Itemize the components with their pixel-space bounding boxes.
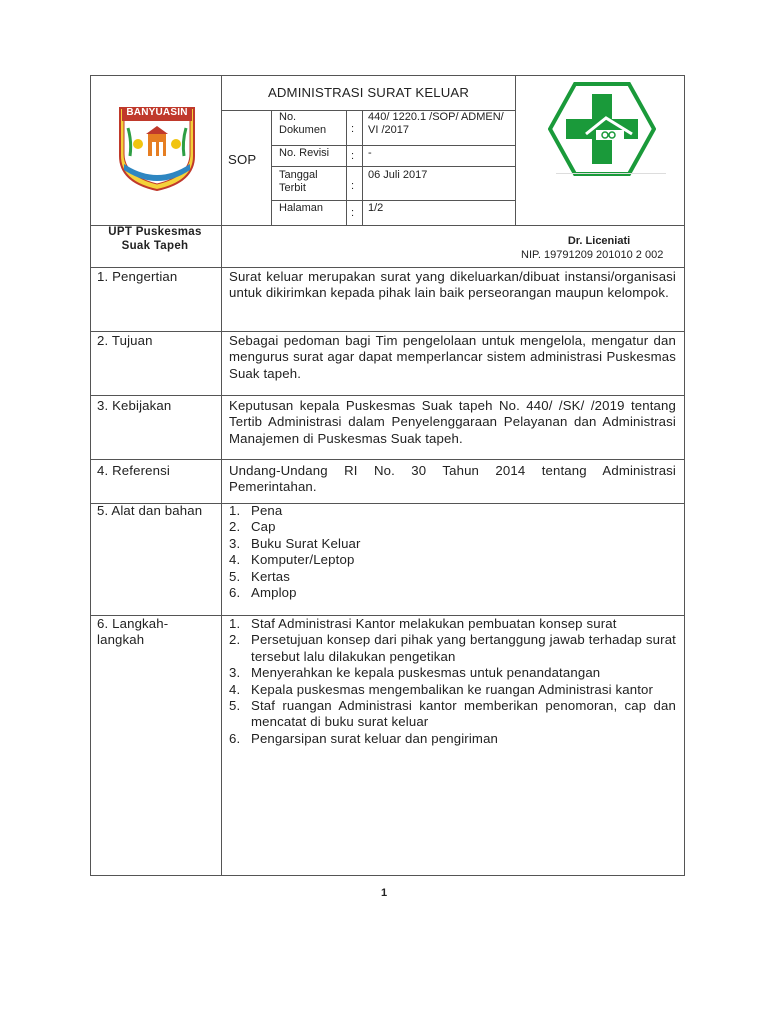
field-value-no-dokumen: 440/ 1220.1 /SOP/ ADMEN/ VI /2017	[368, 111, 504, 136]
logo-underline	[556, 173, 666, 174]
section-text-referensi: Undang-Undang RI No. 30 Tahun 2014 tentang Administrasi Pemerintahan.	[229, 463, 676, 495]
list-item: 2. Persetujuan konsep dari pihak yang bertanggung jawab terhadap surat tersebut lalu dilakukan pengetikan	[229, 632, 676, 664]
field-label-no-dokumen: No. Dokumen	[279, 111, 327, 136]
list-item: 4. Kepala puskesmas mengembalikan ke ruangan Administrasi kantor	[229, 681, 654, 697]
field-value-no-revisi: -	[368, 147, 372, 159]
section-label-kebijakan: 3. Kebijakan	[97, 398, 172, 413]
list-item: 3. Menyerahkan ke kepala puskesmas untuk penandatangan	[229, 665, 601, 681]
field-label-no-revisi: No. Revisi	[279, 147, 330, 159]
signer-name: Dr. Liceniati	[567, 235, 631, 247]
list-item: 2. Cap	[229, 519, 276, 535]
list-item: 4. Komputer/Leptop	[229, 552, 355, 568]
section-label-tujuan: 2. Tujuan	[97, 333, 153, 348]
section-text-pengertian: Surat keluar merupakan surat yang dikeluarkan/dibuat instansi/organisasi untuk dikirimkan kepada pihak lain baik perseorangan maupun kelompok.	[229, 269, 676, 301]
section-text-kebijakan: Keputusan kepala Puskesmas Suak tapeh No. 440/ /SK/ /2019 tentang Tertib Administrasi dalam Penyelenggaraan Pelayanan dan Administrasi Manajemen di Puskesmas Suak tapeh.	[229, 398, 676, 446]
list-item: 1. Staf Administrasi Kantor melakukan pembuatan konsep surat	[229, 616, 617, 631]
field-colon: :	[351, 180, 355, 192]
banyuasin-logo-text: BANYUASIN	[126, 107, 188, 118]
langkah-list	[229, 616, 676, 747]
alat-list	[229, 503, 676, 601]
page-number: 1	[380, 887, 388, 899]
list-item: 5. Staf ruangan Administrasi kantor memberikan penomoran, cap dan mencatat di buku surat keluar	[229, 698, 676, 730]
list-item: 6. Pengarsipan surat keluar dan pengiriman	[229, 730, 499, 746]
field-colon: :	[351, 207, 355, 219]
list-item: 6. Amplop	[229, 585, 297, 601]
field-value-halaman: 1/2	[368, 202, 384, 214]
document-title: ADMINISTRASI SURAT KELUAR	[267, 85, 470, 100]
org-name: UPT Puskesmas Suak Tapeh	[108, 226, 202, 252]
section-label-alat: 5. Alat dan bahan	[97, 503, 203, 518]
sop-label: SOP	[228, 152, 257, 167]
puskesmas-logo	[548, 82, 656, 176]
field-colon: :	[351, 150, 355, 162]
list-item: 1. Pena	[229, 503, 283, 518]
field-colon: :	[351, 123, 355, 135]
signer-nip: NIP. 19791209 201010 2 002	[521, 249, 664, 261]
field-label-tanggal-terbit: Tanggal Terbit	[279, 169, 318, 194]
list-item: 3. Buku Surat Keluar	[229, 535, 361, 551]
field-value-tanggal-terbit: 06 Juli 2017	[368, 169, 428, 181]
list-item: 5. Kertas	[229, 568, 291, 584]
section-label-langkah: 6. Langkah-langkah	[97, 616, 169, 648]
field-label-halaman: Halaman	[279, 202, 324, 214]
section-label-referensi: 4. Referensi	[97, 463, 170, 478]
section-label-pengertian: 1. Pengertian	[97, 269, 178, 284]
section-text-tujuan: Sebagai pedoman bagi Tim pengelolaan untuk mengelola, mengatur dan mengurus surat agar dapat memperlancar sistem administrasi Puskesmas Suak tapeh.	[229, 333, 676, 381]
